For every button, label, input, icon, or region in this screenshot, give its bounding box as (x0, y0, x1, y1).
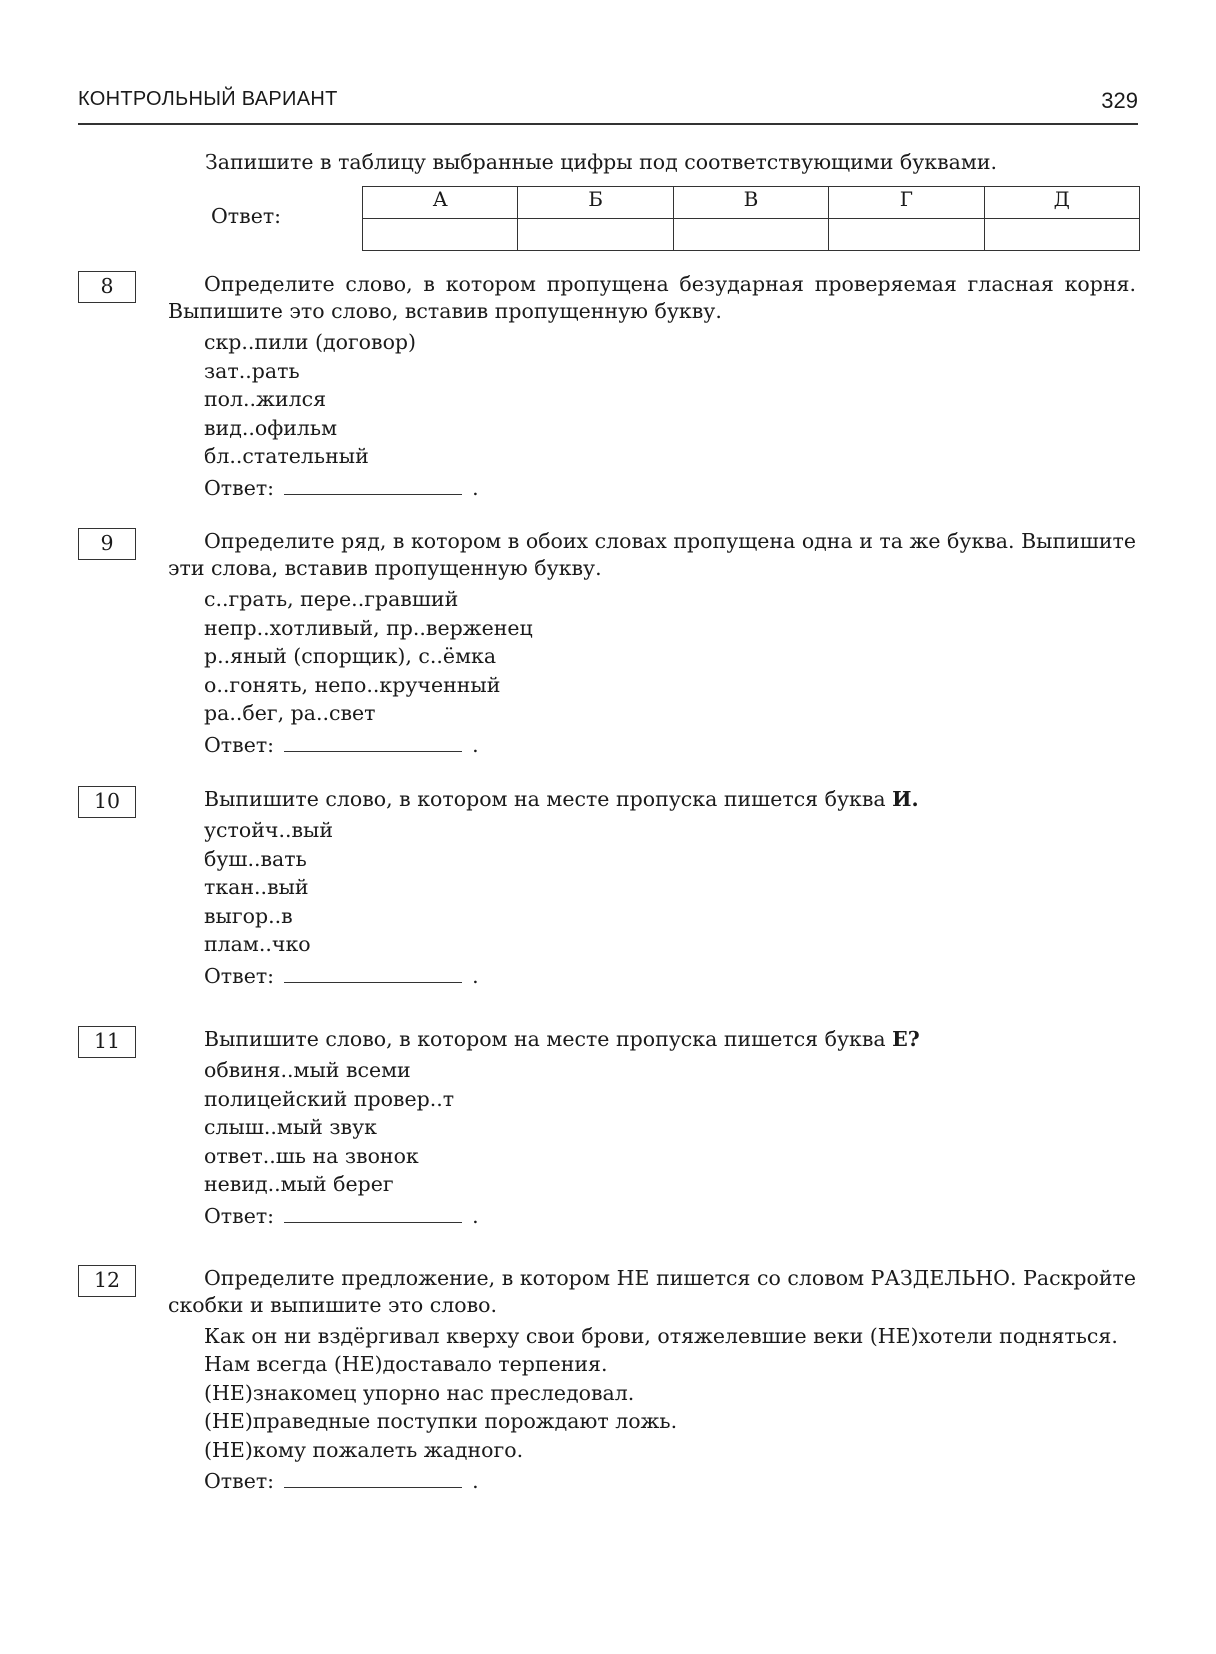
option: полицейский провер..т (204, 1086, 455, 1111)
task-9 (168, 528, 1136, 760)
task-11-number: 11 (78, 1026, 136, 1058)
column-header-b: Б (518, 187, 673, 219)
answer-table (362, 186, 1140, 251)
option: плам..чко (204, 932, 311, 956)
answer-cell-v[interactable] (673, 219, 828, 251)
option: с..грать, пере..гравший (204, 587, 459, 611)
option: Как он ни вздёргивал кверху свои брови, отяжелевшие веки (НЕ)хотели подняться. (204, 1324, 1118, 1348)
answer-blank[interactable] (284, 474, 462, 495)
column-header-v: В (673, 187, 828, 219)
task-11-letter: Е? (892, 1027, 920, 1051)
option: зат..рать (204, 358, 300, 383)
task-12-answer: Ответ: . (204, 1469, 479, 1493)
task-11-answer: Ответ: . (204, 1203, 479, 1228)
task-8-prompt: Определите слово, в котором пропущена безударная проверяемая гласная корня. Выпишите это слово, вставив пропущенную букву. (168, 272, 1136, 323)
option: (НЕ)знакомец упорно нас преследовал. (204, 1380, 635, 1405)
task-11-prompt: Выпишите слово, в котором на месте пропуска пишется буква Е? (204, 1027, 920, 1051)
answer-cell-b[interactable] (518, 219, 673, 251)
task-9-answer: Ответ: . (204, 732, 479, 757)
task-12 (168, 1265, 1136, 1496)
task-11-options (204, 1056, 1136, 1199)
task-10-number: 10 (78, 786, 136, 818)
header-rule (78, 123, 1138, 125)
task-10-answer: Ответ: . (204, 963, 479, 988)
task-9-number: 9 (78, 528, 136, 560)
option: устойч..вый (204, 818, 333, 842)
column-header-g: Г (829, 187, 984, 219)
option: пол..жился (204, 387, 327, 411)
task-10-options (204, 816, 1136, 959)
table-instruction: Запишите в таблицу выбранные цифры под соответствующими буквами. (205, 150, 998, 174)
answer-label: Ответ: (204, 475, 275, 500)
page-number: 329 (1101, 88, 1138, 113)
option: ткан..вый (204, 875, 309, 899)
answer-cell-d[interactable] (984, 219, 1139, 251)
column-header-a: А (363, 187, 518, 219)
column-header-d: Д (984, 187, 1139, 219)
task-12-number: 12 (78, 1265, 136, 1297)
task-12-options (204, 1350, 1136, 1464)
option: обвиня..мый всеми (204, 1058, 411, 1082)
option: р..яный (спорщик), с..ёмка (204, 644, 497, 668)
option: о..гонять, непо..крученный (204, 672, 501, 697)
task-11 (168, 1026, 1136, 1231)
answer-blank[interactable] (284, 962, 462, 983)
option: скр..пили (договор) (204, 330, 417, 354)
answer-label: Ответ: (204, 732, 275, 757)
option: вид..офильм (204, 415, 338, 440)
option: (НЕ)кому пожалеть жадного. (204, 1437, 524, 1462)
option: (НЕ)праведные поступки порождают ложь. (204, 1409, 678, 1433)
task-9-prompt: Определите ряд, в котором в обоих словах пропущена одна и та же буква. Выпишите эти слова, вставив пропущенную букву. (168, 529, 1136, 580)
option: буш..вать (204, 846, 307, 871)
task-10-letter: И. (892, 787, 919, 811)
answer-blank[interactable] (284, 1202, 462, 1223)
task-10-prompt: Выпишите слово, в котором на месте пропуска пишется буква И. (204, 787, 919, 811)
running-header: КОНТРОЛЬНЫЙ ВАРИАНТ (78, 88, 338, 110)
task-8-options (204, 328, 1136, 471)
option: Нам всегда (НЕ)доставало терпения. (204, 1352, 608, 1376)
option: выгор..в (204, 903, 293, 928)
table-answer-label: Ответ: (211, 204, 282, 228)
answer-label: Ответ: (204, 1203, 275, 1228)
option: непр..хотливый, пр..верженец (204, 615, 533, 640)
option: ответ..шь на звонок (204, 1143, 419, 1168)
task-12-prompt: Определите предложение, в котором НЕ пишется со словом РАЗДЕЛЬНО. Раскройте скобки и выпишите это слово. (168, 1266, 1136, 1317)
option: бл..стательный (204, 444, 369, 468)
answer-cell-g[interactable] (829, 219, 984, 251)
answer-label: Ответ: (204, 963, 275, 988)
task-8-number: 8 (78, 271, 136, 303)
task-9-options (204, 585, 1136, 728)
option: ра..бег, ра..свет (204, 701, 376, 725)
task-10 (168, 786, 1136, 991)
option: слыш..мый звук (204, 1115, 377, 1139)
answer-blank[interactable] (284, 731, 462, 752)
answer-cell-a[interactable] (363, 219, 518, 251)
task-8 (168, 271, 1136, 503)
answer-label: Ответ: (204, 1469, 275, 1493)
option: невид..мый берег (204, 1172, 394, 1196)
task-8-answer: Ответ: . (204, 475, 479, 500)
answer-blank[interactable] (284, 1467, 462, 1488)
